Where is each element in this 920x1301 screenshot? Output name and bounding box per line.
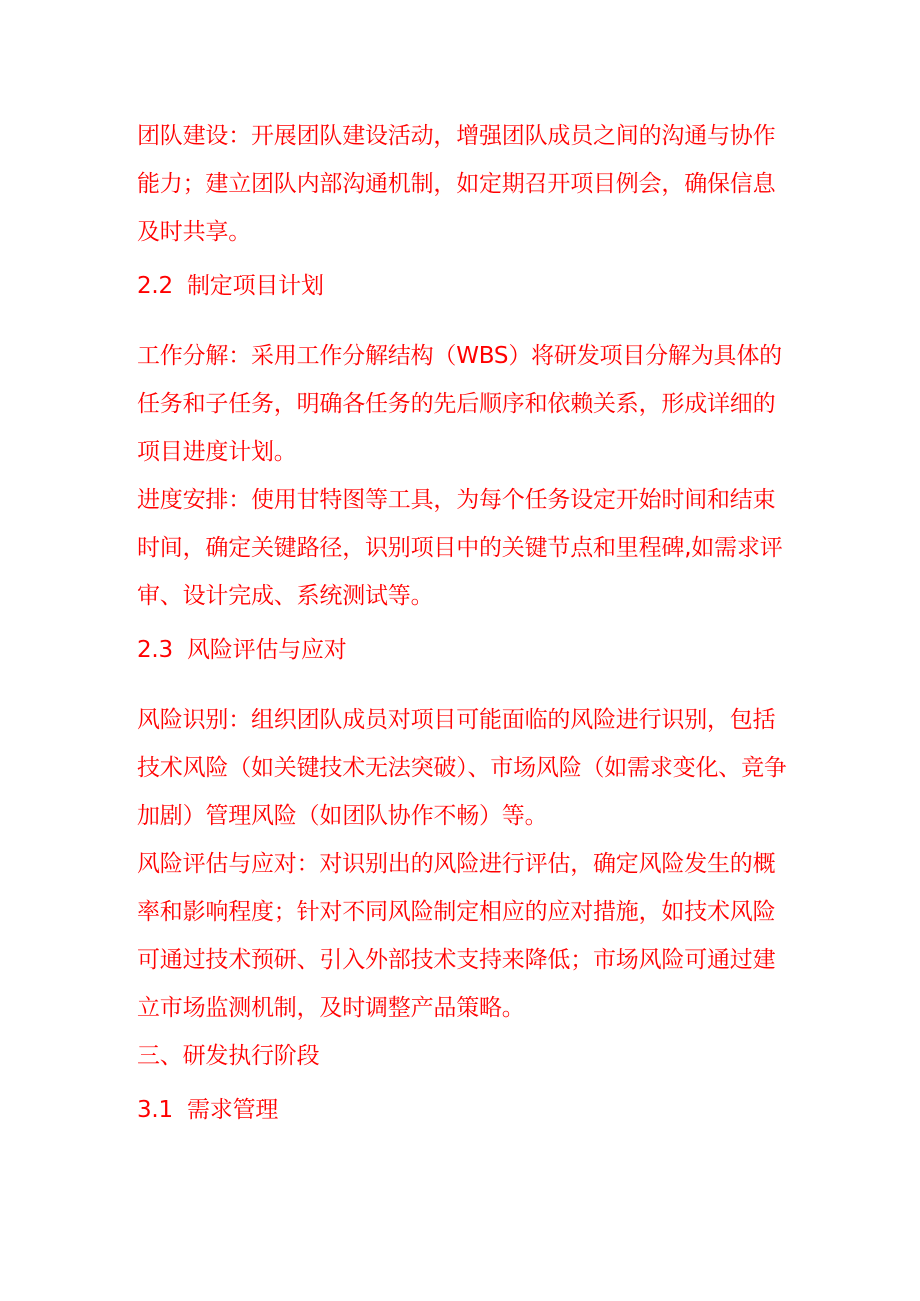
section-number: 2.3 — [137, 637, 173, 663]
section-heading-2-3 — [137, 626, 797, 674]
section-title: 制定项目计划 — [186, 273, 324, 299]
paragraph-risk-evaluation: 风险评估与应对：对识别出的风险进行评估，确定风险发生的概率和影响程度；针对不同风险制定相应的应对措施，如技术风险可通过技术预研、引入外部技术支持来降低；市场风险可通过建立市场监测机制，及时调整产品策略。 — [137, 851, 776, 1021]
document-body — [137, 112, 797, 1134]
section-heading-3: 三、研发执行阶段 — [137, 1043, 320, 1069]
paragraph-schedule: 进度安排：使用甘特图等工具，为每个任务设定开始时间和结束时间，确定关键路径，识别项目中的关键节点和里程碑,如需求评审、设计完成、系统测试等。 — [137, 487, 783, 609]
paragraph-risk-identification: 风险识别：组织团队成员对项目可能面临的风险进行识别，包括技术风险（如关键技术无法突破）、市场风险（如需求变化、竞争加剧）管理风险（如团队协作不畅）等。 — [137, 707, 787, 829]
section-number: 2.2 — [137, 273, 173, 299]
section-heading-3-1 — [137, 1086, 797, 1134]
paragraph-work-breakdown: 工作分解：采用工作分解结构（WBS）将研发项目分解为具体的任务和子任务，明确各任务的先后顺序和依赖关系，形成详细的项目进度计划。 — [137, 343, 782, 465]
section-heading-2-2 — [137, 262, 797, 310]
section-title: 风险评估与应对 — [186, 637, 347, 663]
section-number: 3.1 — [137, 1097, 173, 1123]
section-title: 需求管理 — [186, 1097, 279, 1123]
paragraph-team-building: 团队建设：开展团队建设活动，增强团队成员之间的沟通与协作能力；建立团队内部沟通机制，如定期召开项目例会，确保信息及时共享。 — [137, 123, 776, 245]
